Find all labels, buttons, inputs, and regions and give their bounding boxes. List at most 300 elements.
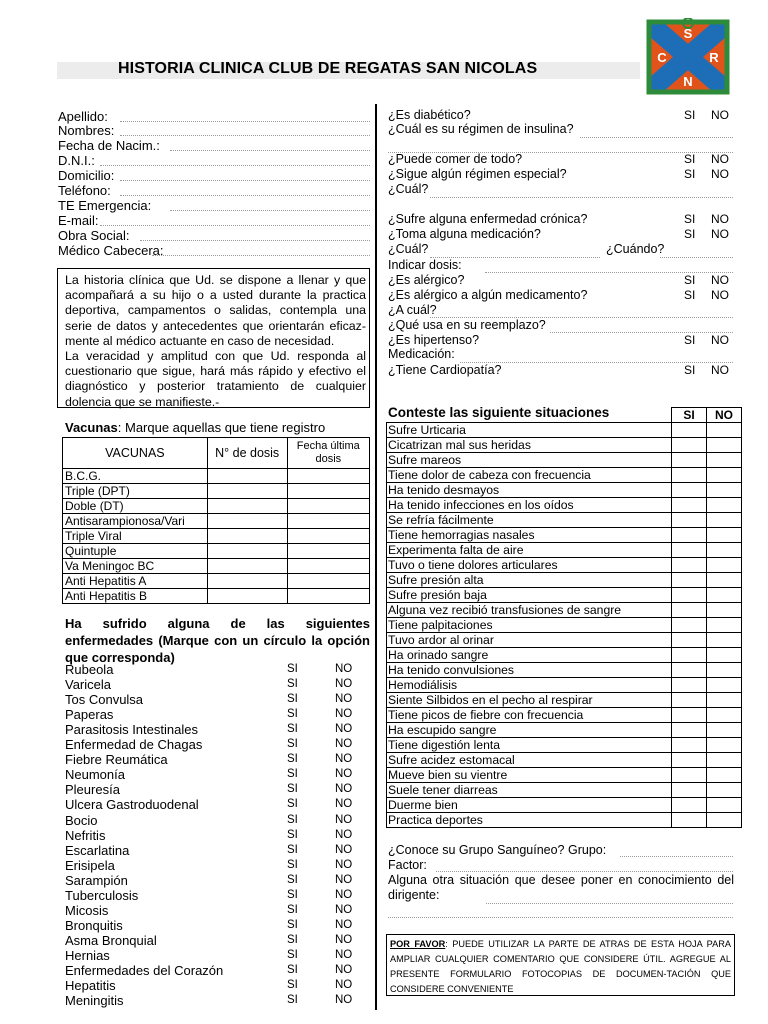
vaccine-name: Anti Hepatitis B xyxy=(63,589,208,604)
disease-no-option[interactable]: NO xyxy=(335,708,353,721)
situation-no-box[interactable] xyxy=(707,768,742,783)
vaccine-name: Antisarampionosa/Vari xyxy=(63,514,208,529)
vaccine-name: B.C.G. xyxy=(63,469,208,484)
situation-yes-box[interactable] xyxy=(672,768,707,783)
question-diabetic: ¿Es diabético? xyxy=(388,108,471,122)
blood-factor-line[interactable] xyxy=(436,871,733,872)
disease-row xyxy=(65,873,365,888)
disease-no-option[interactable]: NO xyxy=(335,828,353,841)
vaccine-name: Va Meningoc BC xyxy=(63,559,208,574)
vaccine-date-cell[interactable] xyxy=(287,484,369,499)
situation-row xyxy=(387,813,742,828)
situation-yes-box[interactable] xyxy=(672,813,707,828)
disease-yes-option[interactable]: SI xyxy=(287,753,298,766)
vaccine-date-cell[interactable] xyxy=(287,559,369,574)
vaccine-name: Triple (DPT) xyxy=(63,484,208,499)
situation-row xyxy=(387,693,742,708)
notice-box xyxy=(57,268,370,408)
situation-label: Sufre presión baja xyxy=(387,588,672,603)
question-when-line[interactable] xyxy=(660,257,733,258)
vaccine-doses-cell[interactable] xyxy=(207,484,287,499)
disease-row xyxy=(65,993,365,1008)
question-no-option[interactable]: NO xyxy=(711,108,729,122)
situation-label: Ha orinado sangre xyxy=(387,648,672,663)
other-situation-line-1[interactable] xyxy=(486,903,733,904)
disease-no-option[interactable]: NO xyxy=(335,813,353,826)
disease-no-option[interactable]: NO xyxy=(335,843,353,856)
club-logo xyxy=(645,18,731,96)
disease-no-option[interactable]: NO xyxy=(335,903,353,916)
personal-field-label: Fecha de Nacim.: xyxy=(58,138,160,153)
disease-row xyxy=(65,752,365,767)
situation-row xyxy=(387,618,742,633)
situation-no-box[interactable] xyxy=(707,543,742,558)
disease-row xyxy=(65,948,365,963)
vaccine-row xyxy=(63,529,370,544)
disease-row xyxy=(65,963,365,978)
question-yes-option[interactable]: SI xyxy=(684,273,696,287)
notice-paragraph-2: La veracidad y amplitud con que Ud. responda al cuestionario que sigue, hará más rápido y efectivo el diagnóstico y posterior tratamiento de cualquier dolencia que se manifieste.- xyxy=(65,349,366,409)
logo-letter-r: R xyxy=(709,50,719,65)
column-divider xyxy=(375,104,377,1010)
vaccine-date-cell[interactable] xyxy=(287,469,369,484)
question-no-option[interactable]: NO xyxy=(711,212,729,226)
disease-no-option[interactable]: NO xyxy=(335,858,353,871)
situation-row xyxy=(387,648,742,663)
situation-yes-box[interactable] xyxy=(672,618,707,633)
situation-yes-box[interactable] xyxy=(672,798,707,813)
vaccine-doses-cell[interactable] xyxy=(207,544,287,559)
vaccine-date-cell[interactable] xyxy=(287,514,369,529)
situation-label: Se refría fácilmente xyxy=(387,513,672,528)
situation-no-box[interactable] xyxy=(707,498,742,513)
situation-row xyxy=(387,468,742,483)
situation-row xyxy=(387,678,742,693)
situation-yes-box[interactable] xyxy=(672,468,707,483)
situation-yes-box[interactable] xyxy=(672,753,707,768)
disease-name: Bocio xyxy=(65,812,98,828)
question-yes-option[interactable]: SI xyxy=(684,108,696,122)
disease-name: Enfermedades del Corazón xyxy=(65,963,224,978)
disease-row xyxy=(65,782,365,797)
situation-no-box[interactable] xyxy=(707,753,742,768)
situation-no-box[interactable] xyxy=(707,618,742,633)
vaccine-doses-cell[interactable] xyxy=(207,574,287,589)
situation-label: Sufre presión alta xyxy=(387,573,672,588)
situation-yes-box[interactable] xyxy=(672,783,707,798)
situation-row xyxy=(387,543,742,558)
situation-no-box[interactable] xyxy=(707,558,742,573)
question-yes-option[interactable]: SI xyxy=(684,167,696,181)
situation-label: Hemodiálisis xyxy=(387,678,672,693)
vaccine-name: Triple Viral xyxy=(63,529,208,544)
disease-yes-option[interactable]: SI xyxy=(287,708,298,721)
situation-row xyxy=(387,783,742,798)
question-when: ¿Cuándo? xyxy=(606,242,665,256)
disease-name: Erisipela xyxy=(65,857,115,873)
disease-no-option[interactable]: NO xyxy=(335,678,353,691)
situation-label: Ha tenido desmayos xyxy=(387,483,672,498)
situation-no-box[interactable] xyxy=(707,423,742,438)
vaccine-row xyxy=(63,559,370,574)
vaccine-name: Doble (DT) xyxy=(63,499,208,514)
situation-no-box[interactable] xyxy=(707,483,742,498)
situation-yes-box[interactable] xyxy=(672,693,707,708)
personal-field-line[interactable] xyxy=(120,180,370,181)
question-yes-option[interactable]: SI xyxy=(684,363,696,377)
personal-field-line[interactable] xyxy=(140,240,370,241)
logo-letter-c: C xyxy=(657,50,667,65)
disease-yes-option[interactable]: SI xyxy=(287,964,298,976)
situation-yes-box[interactable] xyxy=(672,423,707,438)
personal-field-line[interactable] xyxy=(100,165,370,166)
question-answer-line[interactable] xyxy=(580,137,733,138)
disease-no-option[interactable]: NO xyxy=(335,918,353,931)
disease-yes-option[interactable]: SI xyxy=(287,663,298,675)
disease-no-option[interactable]: NO xyxy=(335,723,353,736)
situation-label: Tiene hemorragias nasales xyxy=(387,528,672,543)
situation-yes-box[interactable] xyxy=(672,453,707,468)
vaccine-date-cell[interactable] xyxy=(287,574,369,589)
situation-label: Suele tener diarreas xyxy=(387,783,672,798)
personal-field-line[interactable] xyxy=(120,135,370,136)
situation-no-box[interactable] xyxy=(707,813,742,828)
situation-yes-box[interactable] xyxy=(672,738,707,753)
vaccine-date-cell[interactable] xyxy=(287,499,369,514)
disease-name: Parasitosis Intestinales xyxy=(65,722,198,738)
situation-no-box[interactable] xyxy=(707,738,742,753)
vaccine-doses-cell[interactable] xyxy=(207,514,287,529)
personal-field-label: Médico Cabecera: xyxy=(58,243,164,258)
situation-no-box[interactable] xyxy=(707,633,742,648)
personal-field-line[interactable] xyxy=(170,150,370,151)
disease-name: Escarlatina xyxy=(65,842,130,858)
situation-yes-box[interactable] xyxy=(672,678,707,693)
situation-label: Tiene picos de fiebre con frecuencia xyxy=(387,708,672,723)
disease-yes-option[interactable]: SI xyxy=(287,783,298,796)
situations-heading: Conteste las siguiente situaciones xyxy=(388,405,610,420)
situation-no-box[interactable] xyxy=(707,798,742,813)
disease-yes-option[interactable]: SI xyxy=(287,948,298,961)
situation-row xyxy=(387,438,742,453)
blood-group-line[interactable] xyxy=(620,856,733,857)
disease-no-option[interactable]: NO xyxy=(335,798,353,811)
situation-no-box[interactable] xyxy=(707,723,742,738)
disease-row xyxy=(65,692,365,707)
personal-field-label: Nombres: xyxy=(58,123,115,138)
disease-yes-option[interactable]: SI xyxy=(287,798,298,811)
blood-group-label: ¿Conoce su Grupo Sanguíneo? Grupo: xyxy=(388,843,607,857)
situation-yes-box[interactable] xyxy=(672,528,707,543)
other-situation-line-2[interactable] xyxy=(388,917,733,918)
question-yes-option[interactable]: SI xyxy=(684,333,696,347)
disease-row xyxy=(65,843,365,858)
disease-name: Tuberculosis xyxy=(65,887,139,903)
vaccine-doses-cell[interactable] xyxy=(207,499,287,514)
situation-no-box[interactable] xyxy=(707,783,742,798)
disease-yes-option[interactable]: SI xyxy=(287,693,298,706)
question-no-option[interactable]: NO xyxy=(711,363,729,377)
personal-field-label: TE Emergencia: xyxy=(58,198,152,213)
personal-field-line[interactable] xyxy=(120,121,370,122)
vaccine-doses-cell[interactable] xyxy=(207,529,287,544)
disease-row xyxy=(65,858,365,873)
disease-name: Enfermedad de Chagas xyxy=(65,737,203,753)
situation-no-box[interactable] xyxy=(707,468,742,483)
vaccine-name: Quintuple xyxy=(63,544,208,559)
question-yes-option[interactable]: SI xyxy=(684,227,696,241)
question-no-option[interactable]: NO xyxy=(711,333,729,347)
situation-no-box[interactable] xyxy=(707,573,742,588)
disease-no-option[interactable]: NO xyxy=(335,979,353,992)
question-which3: ¿A cuál? xyxy=(388,303,437,317)
situations-col-yes: SI xyxy=(672,408,707,423)
disease-row xyxy=(65,813,365,828)
situation-no-box[interactable] xyxy=(707,438,742,453)
personal-field-line[interactable] xyxy=(152,255,370,256)
situation-row xyxy=(387,528,742,543)
disease-name: Ulcera Gastroduodenal xyxy=(65,797,199,813)
disease-yes-option[interactable]: SI xyxy=(287,994,298,1007)
situation-no-box[interactable] xyxy=(707,678,742,693)
situation-no-box[interactable] xyxy=(707,588,742,603)
question-no-option[interactable]: NO xyxy=(711,273,729,287)
disease-no-option[interactable]: NO xyxy=(335,663,353,675)
situation-no-box[interactable] xyxy=(707,693,742,708)
disease-yes-option[interactable]: SI xyxy=(287,979,298,992)
disease-name: Rubeola xyxy=(65,662,114,677)
disease-yes-option[interactable]: SI xyxy=(287,738,298,751)
situation-label: Sufre Urticaria xyxy=(387,423,672,438)
disease-no-option[interactable]: NO xyxy=(335,738,353,751)
situation-row xyxy=(387,753,742,768)
question-hypertensive: ¿Es hipertenso? xyxy=(388,333,480,347)
disease-yes-option[interactable]: SI xyxy=(287,873,298,886)
vaccines-col-doses: N° de dosis xyxy=(207,438,287,469)
question-yes-option[interactable]: SI xyxy=(684,212,696,226)
situation-label: Tiene dolor de cabeza con frecuencia xyxy=(387,468,672,483)
disease-no-option[interactable]: NO xyxy=(335,768,353,781)
situation-label: Ha tenido convulsiones xyxy=(387,663,672,678)
disease-row xyxy=(65,933,365,948)
disease-yes-option[interactable]: SI xyxy=(287,768,298,781)
vaccines-table xyxy=(62,437,370,604)
disease-yes-option[interactable]: SI xyxy=(287,843,298,856)
situation-label: Practica deportes xyxy=(387,813,672,828)
situation-row xyxy=(387,738,742,753)
situation-row xyxy=(387,588,742,603)
disease-no-option[interactable]: NO xyxy=(335,933,353,946)
situation-yes-box[interactable] xyxy=(672,513,707,528)
situation-label: Tiene digestión lenta xyxy=(387,738,672,753)
question-answer-line[interactable] xyxy=(550,332,733,333)
vaccine-date-cell[interactable] xyxy=(287,544,369,559)
situation-yes-box[interactable] xyxy=(672,483,707,498)
situation-row xyxy=(387,558,742,573)
disease-name: Hernias xyxy=(65,947,110,963)
situations-col-no: NO xyxy=(707,408,742,423)
logo-letter-n: N xyxy=(683,74,693,89)
disease-yes-option[interactable]: SI xyxy=(287,858,298,871)
question-which2: ¿Cuál? xyxy=(388,242,429,256)
disease-no-option[interactable]: NO xyxy=(335,873,353,886)
question-answer-line[interactable] xyxy=(430,197,733,198)
diseases-heading: Ha sufrido alguna de las siguientes enfermedades (Marque con un círculo la opción que corresponda) xyxy=(65,616,370,665)
disease-name: Meningitis xyxy=(65,993,124,1009)
personal-field-label: Domicilio: xyxy=(58,168,115,183)
situation-row xyxy=(387,573,742,588)
disease-yes-option[interactable]: SI xyxy=(287,828,298,841)
situation-yes-box[interactable] xyxy=(672,648,707,663)
question-no-option[interactable]: NO xyxy=(711,152,729,166)
personal-field-label: Obra Social: xyxy=(58,228,130,243)
situation-row xyxy=(387,633,742,648)
situation-no-box[interactable] xyxy=(707,528,742,543)
personal-field-line[interactable] xyxy=(170,210,370,211)
situations-table xyxy=(386,407,742,828)
situation-yes-box[interactable] xyxy=(672,498,707,513)
question-chronic: ¿Sufre alguna enfermedad crónica? xyxy=(388,212,588,226)
situation-label: Tiene palpitaciones xyxy=(387,618,672,633)
vaccine-row xyxy=(63,469,370,484)
disease-yes-option[interactable]: SI xyxy=(287,813,298,826)
situation-label: Ha tenido infecciones en los oídos xyxy=(387,498,672,513)
situation-yes-box[interactable] xyxy=(672,588,707,603)
logo-letter-s: S xyxy=(683,26,693,41)
vaccine-doses-cell[interactable] xyxy=(207,469,287,484)
question-yes-option[interactable]: SI xyxy=(684,288,696,302)
vaccine-doses-cell[interactable] xyxy=(207,589,287,604)
disease-yes-option[interactable]: SI xyxy=(287,678,298,691)
disease-yes-option[interactable]: SI xyxy=(287,933,298,946)
situation-yes-box[interactable] xyxy=(672,438,707,453)
disease-row xyxy=(65,737,365,752)
situation-no-box[interactable] xyxy=(707,708,742,723)
question-medication2: Medicación: xyxy=(388,347,455,361)
personal-field-line[interactable] xyxy=(120,195,370,196)
situation-yes-box[interactable] xyxy=(672,708,707,723)
disease-no-option[interactable]: NO xyxy=(335,693,353,706)
personal-field-line[interactable] xyxy=(100,225,370,226)
vaccine-row xyxy=(63,484,370,499)
situation-row xyxy=(387,663,742,678)
situation-yes-box[interactable] xyxy=(672,573,707,588)
disease-name: Asma Bronquial xyxy=(65,932,157,948)
question-allergic-med: ¿Es alérgico a algún medicamento? xyxy=(388,288,588,302)
question-answer-line[interactable] xyxy=(485,272,733,273)
situation-yes-box[interactable] xyxy=(672,558,707,573)
disease-name: Neumonía xyxy=(65,767,125,783)
situation-yes-box[interactable] xyxy=(672,543,707,558)
vaccine-date-cell[interactable] xyxy=(287,529,369,544)
disease-no-option[interactable]: NO xyxy=(335,964,353,976)
question-cardio: ¿Tiene Cardiopatía? xyxy=(388,363,502,377)
personal-field-label: E-mail: xyxy=(58,213,99,228)
disease-no-option[interactable]: NO xyxy=(335,783,353,796)
question-no-option[interactable]: NO xyxy=(711,227,729,241)
disease-no-option[interactable]: NO xyxy=(335,753,353,766)
question-no-option[interactable]: NO xyxy=(711,167,729,181)
disease-yes-option[interactable]: SI xyxy=(287,903,298,916)
disease-yes-option[interactable]: SI xyxy=(287,918,298,931)
question-insulin: ¿Cuál es su régimen de insulina? xyxy=(388,122,574,136)
page-title: HISTORIA CLINICA CLUB DE REGATAS SAN NICOLAS xyxy=(118,60,538,77)
disease-no-option[interactable]: NO xyxy=(335,948,353,961)
vaccines-col-last-date: Fecha última dosis xyxy=(287,438,369,469)
personal-field-label: Apellido: xyxy=(58,109,108,124)
vaccine-row xyxy=(63,589,370,604)
situation-label: Alguna vez recibió transfusiones de sangre xyxy=(387,603,672,618)
disease-no-option[interactable]: NO xyxy=(335,888,353,901)
disease-row xyxy=(65,797,365,812)
question-which1: ¿Cuál? xyxy=(388,182,429,196)
situation-label: Siente Silbidos en el pecho al respirar xyxy=(387,693,672,708)
situation-label: Experimenta falta de aire xyxy=(387,543,672,558)
disease-name: Pleuresía xyxy=(65,782,120,798)
situation-yes-box[interactable] xyxy=(672,603,707,618)
situation-label: Duerme bien xyxy=(387,798,672,813)
question-dose: Indicar dosis: xyxy=(388,258,462,272)
footer-note: POR FAVOR: PUEDE UTILIZAR LA PARTE DE ATRAS DE ESTA HOJA PARA AMPLIAR CUALQUIER COMENTARIO QUE CONSIDERE ÚTIL. AGREGUE AL PRESENTE FORMULARIO FOTOCOPIAS DE DOCUMEN-TACIÓN QUE CONSIDERE CONVENIENTE xyxy=(386,934,735,996)
vaccine-date-cell[interactable] xyxy=(287,589,369,604)
vaccine-name: Anti Hepatitis A xyxy=(63,574,208,589)
question-yes-option[interactable]: SI xyxy=(684,152,696,166)
disease-row xyxy=(65,662,365,677)
disease-row xyxy=(65,903,365,918)
situation-row xyxy=(387,453,742,468)
situation-label: Ha escupido sangre xyxy=(387,723,672,738)
other-situation-label: Alguna otra situación que desee poner en conocimiento del dirigente: xyxy=(388,873,734,902)
disease-name: Bronquitis xyxy=(65,917,123,933)
disease-row xyxy=(65,978,365,993)
disease-no-option[interactable]: NO xyxy=(335,994,353,1007)
situation-row xyxy=(387,723,742,738)
personal-field-label: Teléfono: xyxy=(58,183,111,198)
situation-row xyxy=(387,498,742,513)
situation-row xyxy=(387,423,742,438)
vaccine-row xyxy=(63,574,370,589)
situation-label: Sufre acidez estomacal xyxy=(387,753,672,768)
situation-yes-box[interactable] xyxy=(672,633,707,648)
situation-label: Cicatrizan mal sus heridas xyxy=(387,438,672,453)
disease-name: Fiebre Reumática xyxy=(65,752,168,768)
situation-no-box[interactable] xyxy=(707,603,742,618)
vaccine-row xyxy=(63,514,370,529)
disease-row xyxy=(65,828,365,843)
vaccine-row xyxy=(63,544,370,559)
question-medication: ¿Toma alguna medicación? xyxy=(388,227,541,241)
situation-label: Mueve bien su vientre xyxy=(387,768,672,783)
situation-yes-box[interactable] xyxy=(672,663,707,678)
disease-yes-option[interactable]: SI xyxy=(287,888,298,901)
disease-name: Hepatitis xyxy=(65,978,116,994)
question-no-option[interactable]: NO xyxy=(711,288,729,302)
vaccines-col-name: VACUNAS xyxy=(63,438,208,469)
disease-yes-option[interactable]: SI xyxy=(287,723,298,736)
situation-row xyxy=(387,603,742,618)
situation-no-box[interactable] xyxy=(707,648,742,663)
situation-no-box[interactable] xyxy=(707,513,742,528)
vaccines-title: Vacunas: Marque aquellas que tiene registro xyxy=(65,420,326,435)
situation-yes-box[interactable] xyxy=(672,723,707,738)
disease-name: Sarampión xyxy=(65,872,128,888)
situation-no-box[interactable] xyxy=(707,663,742,678)
situation-no-box[interactable] xyxy=(707,453,742,468)
vaccine-doses-cell[interactable] xyxy=(207,559,287,574)
situation-row xyxy=(387,768,742,783)
disease-name: Paperas xyxy=(65,707,114,723)
question-diabetic-line xyxy=(388,152,733,153)
